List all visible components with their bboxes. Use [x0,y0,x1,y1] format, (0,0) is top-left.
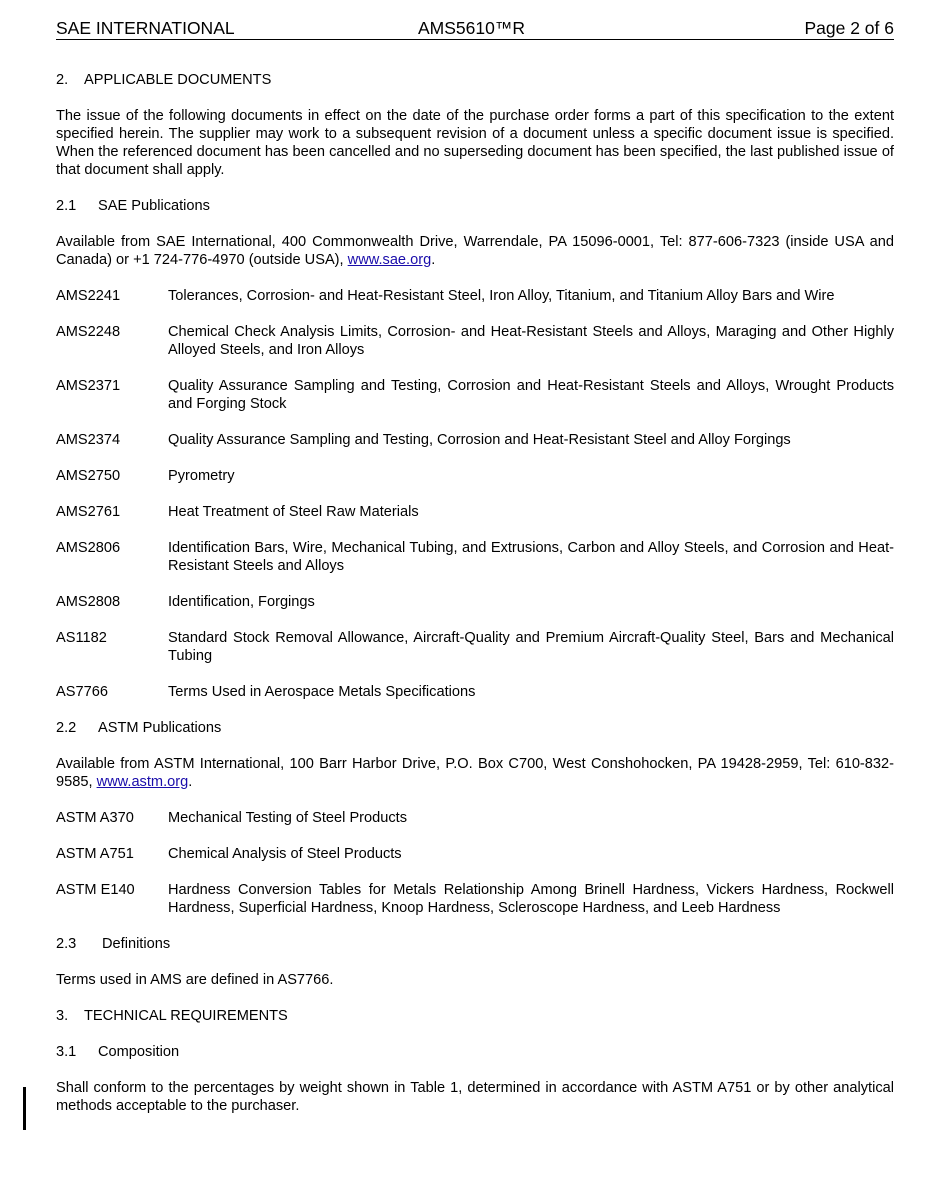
sae-availability [56,233,894,269]
reference-title: Chemical Check Analysis Limits, Corrosion- and Heat-Resistant Steels and Alloys, Maraging and Other Highly Alloyed Steels, and Iron Alloys [168,324,894,358]
reference-title: Quality Assurance Sampling and Testing, Corrosion and Heat-Resistant Steel and Alloy Forgings [168,432,791,448]
section-title: TECHNICAL REQUIREMENTS [84,1008,288,1024]
subsection-number: 3.1 [56,1044,77,1060]
subsection-number: 2.3 [56,936,77,952]
subsection-number: 2.2 [56,720,77,736]
reference-item [56,287,894,305]
reference-code: AMS2806 [56,540,121,556]
reference-title: Pyrometry [168,468,235,484]
astm-reference-list [56,809,894,917]
reference-code: AMS2248 [56,324,121,340]
astm-website-link[interactable]: www.astm.org [96,774,189,790]
composition-text: Shall conform to the percentages by weight shown in Table 1, determined in accordance with ASTM A751 or by other analytical methods acceptable to the purchaser. [56,1080,894,1114]
astm-availability [56,755,894,791]
reference-code: AS1182 [56,630,107,646]
subsection-title: Composition [98,1044,180,1060]
reference-title: Standard Stock Removal Allowance, Aircraft-Quality and Premium Aircraft-Quality Steel, Bars and Mechanical Tubing [168,630,894,664]
reference-title: Terms Used in Aerospace Metals Specifications [168,684,476,700]
reference-code: AMS2750 [56,468,121,484]
reference-item [56,323,894,359]
subsection-title: SAE Publications [98,198,210,214]
reference-code: AMS2241 [56,288,121,304]
document-body [56,71,894,1133]
reference-code: ASTM E140 [56,882,135,898]
header-doc-id: AMS5610™R [418,18,525,38]
section-title: APPLICABLE DOCUMENTS [84,72,272,88]
reference-code: ASTM A370 [56,810,134,826]
reference-title: Tolerances, Corrosion- and Heat-Resistant Steel, Iron Alloy, Titanium, and Titanium Alloy Bars and Wire [168,288,835,304]
reference-code: ASTM A751 [56,846,134,862]
section-2-3-heading [56,935,894,953]
reference-title: Heat Treatment of Steel Raw Materials [168,504,419,520]
section-2-heading [56,71,894,89]
reference-item [56,845,894,863]
header-org: SAE INTERNATIONAL [56,18,235,38]
subsection-title: ASTM Publications [98,720,222,736]
sae-website-link[interactable]: www.sae.org [347,252,432,268]
reference-title: Hardness Conversion Tables for Metals Relationship Among Brinell Hardness, Vickers Hardness, Rockwell Hardness, Superficial Hardness, Knoop Hardness, Scleroscope Hardness, and Leeb Hardness [168,882,894,916]
reference-title: Identification, Forgings [168,594,315,610]
reference-title: Mechanical Testing of Steel Products [168,810,408,826]
subsection-number: 2.1 [56,198,77,214]
reference-item [56,431,894,449]
reference-item [56,467,894,485]
subsection-title: Definitions [102,936,171,952]
reference-code: AS7766 [56,684,108,700]
section-3-1-heading [56,1043,894,1061]
astm-availability-text: Available from ASTM International, 100 Barr Harbor Drive, P.O. Box C700, West Conshohocken, PA 19428-2959, Tel: 610-832-9585, [56,756,894,790]
reference-code: AMS2761 [56,504,121,520]
section-number: 3. [56,1008,69,1024]
reference-item [56,539,894,575]
reference-item [56,503,894,521]
reference-item [56,881,894,917]
period: . [188,774,193,790]
revision-change-bar [23,1087,26,1130]
reference-item [56,809,894,827]
reference-title: Quality Assurance Sampling and Testing, Corrosion and Heat-Resistant Steels and Alloys, Wrought Products and Forging Stock [168,378,894,412]
section-2-2-heading [56,719,894,737]
section-number: 2. [56,72,69,88]
page-header [56,17,894,40]
reference-item [56,683,894,701]
sae-reference-list [56,287,894,701]
header-page-number: Page 2 of 6 [804,18,894,38]
definitions-text: Terms used in AMS are defined in AS7766. [56,972,334,988]
section-3-heading [56,1007,894,1025]
period: . [431,252,436,268]
reference-item [56,629,894,665]
section-2-1-heading [56,197,894,215]
sae-availability-text: Available from SAE International, 400 Commonwealth Drive, Warrendale, PA 15096-0001, Tel: 877-606-7323 (inside USA and Canada) or +1 724-776-4970 (outside USA), [56,234,894,268]
reference-item [56,593,894,611]
reference-code: AMS2371 [56,378,121,394]
reference-code: AMS2808 [56,594,121,610]
reference-item [56,377,894,413]
reference-title: Identification Bars, Wire, Mechanical Tubing, and Extrusions, Carbon and Alloy Steels, and Corrosion and Heat-Resistant Steels and Alloys [168,540,894,574]
reference-title: Chemical Analysis of Steel Products [168,846,402,862]
reference-code: AMS2374 [56,432,121,448]
section-2-intro: The issue of the following documents in effect on the date of the purchase order forms a part of this specification to the extent specified herein. The supplier may work to a subsequent revision of a document unless a specific document issue is specified. When the referenced document has been cancelled and no superseding document has been specified, the last published issue of that document shall apply. [56,108,894,178]
